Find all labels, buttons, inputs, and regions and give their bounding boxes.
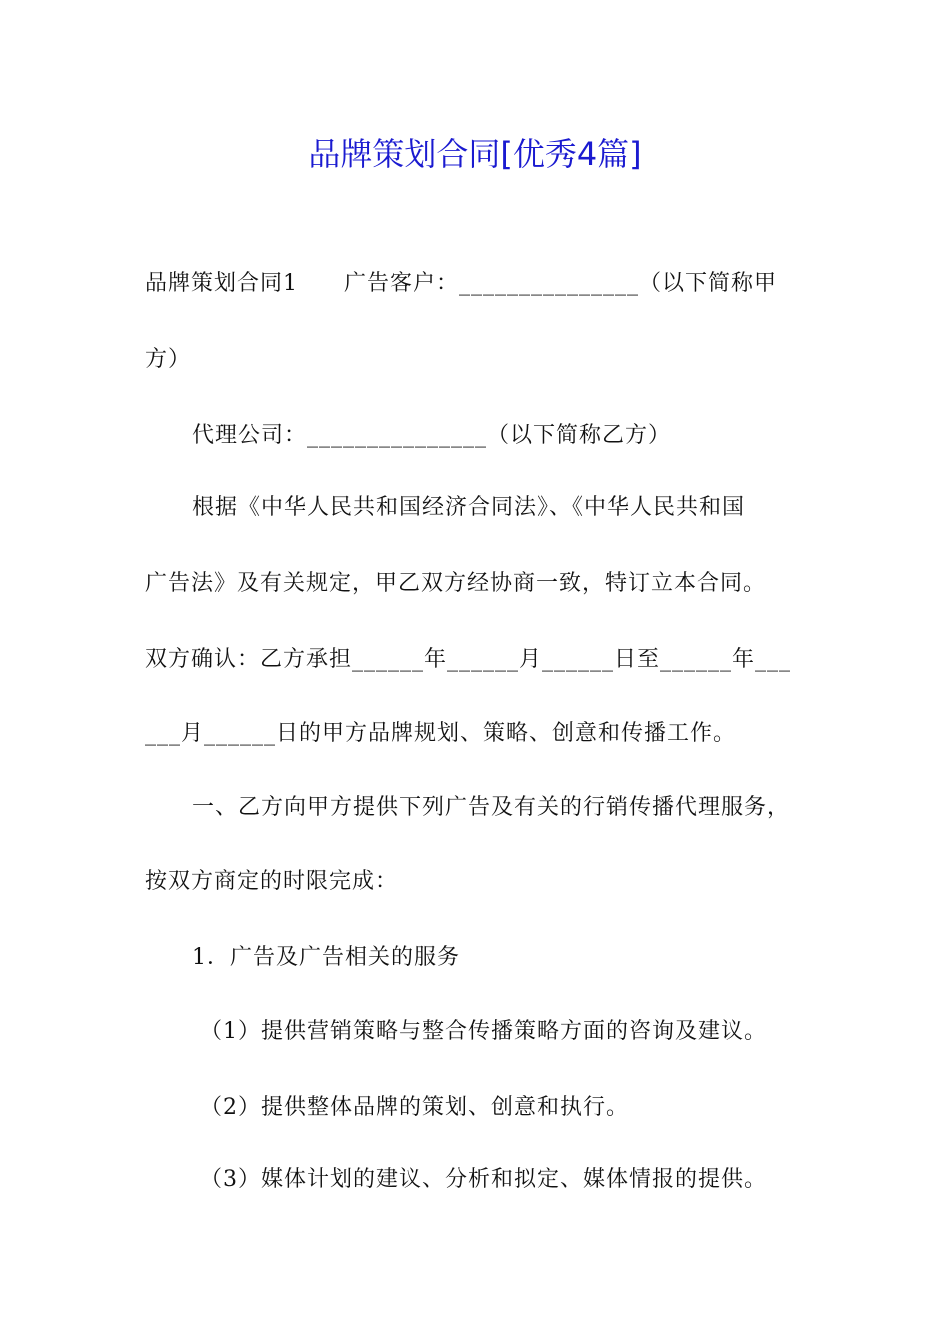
paragraph-line: （3）媒体计划的建议、分析和拟定、媒体情报的提供。 [200,1167,767,1192]
paragraph-line: 一、乙方向甲方提供下列广告及有关的行销传播代理服务， [192,795,791,820]
paragraph-line: 广告法》及有关规定，甲乙双方经协商一致，特订立本合同。 [145,571,767,596]
paragraph-line: （1）提供营销策略与整合传播策略方面的咨询及建议。 [200,1019,767,1044]
paragraph-line: ___月______日的甲方品牌规划、策略、创意和传播工作。 [145,721,737,746]
paragraph-line: 根据《中华人民共和国经济合同法》、《中华人民共和国 [192,495,746,520]
paragraph-line: 双方确认：乙方承担______年______月______日至______年___ [145,647,792,672]
paragraph-line: （2）提供整体品牌的策划、创意和执行。 [200,1095,629,1120]
paragraph-line: 按双方商定的时限完成： [145,869,399,894]
paragraph-line: 方） [145,347,192,372]
paragraph-line: 代理公司：_______________（以下简称乙方） [192,423,672,448]
paragraph-line: 品牌策划合同1 广告客户：_______________（以下简称甲 [145,271,777,296]
paragraph-line: 1．广告及广告相关的服务 [192,945,460,970]
document-title: 品牌策划合同[优秀4篇] [308,135,642,173]
